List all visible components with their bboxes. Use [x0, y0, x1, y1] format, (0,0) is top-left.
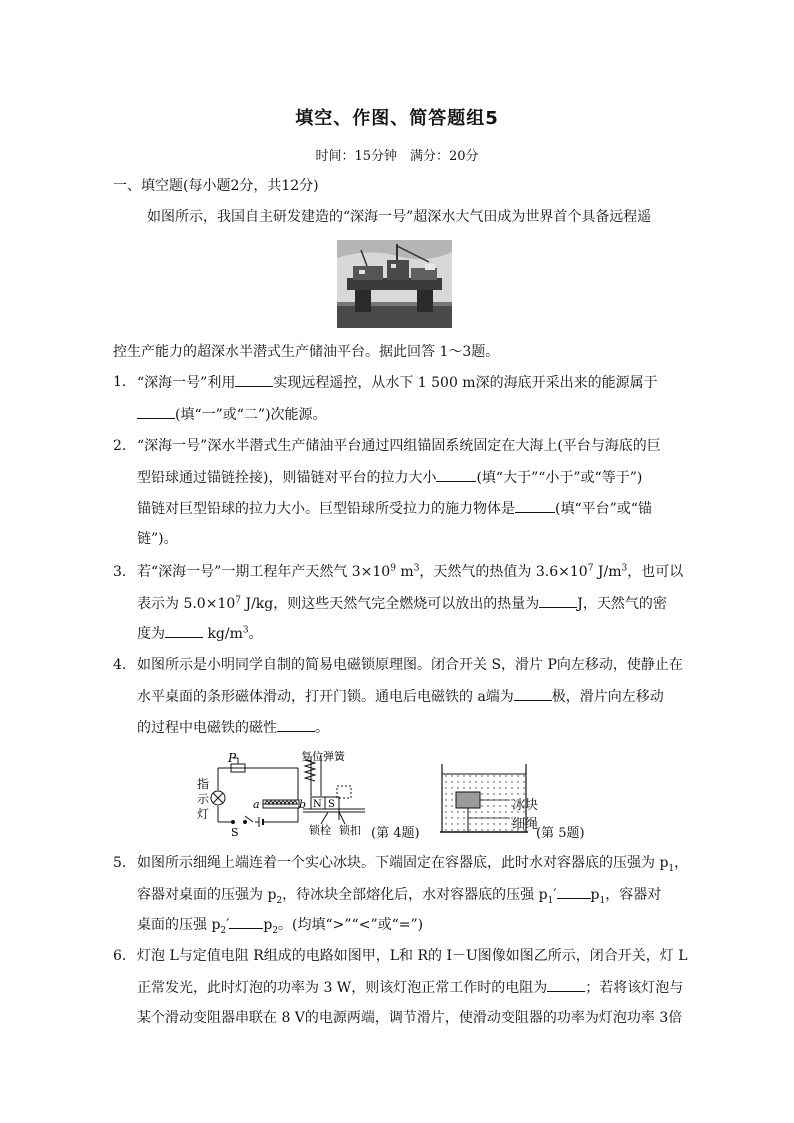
- q5-prime-2: ′: [226, 917, 230, 933]
- q3-exp-3: 7: [235, 595, 241, 606]
- q6-text-b: ；若将该灯泡与: [585, 980, 684, 996]
- q5-sub-2: 2: [276, 895, 283, 906]
- q2-blank-1[interactable]: [436, 467, 476, 482]
- spring-label: 复位弹簧: [301, 750, 345, 763]
- page-title: 填空、作图、简答题组5: [295, 108, 499, 129]
- q5-sub-1: 1: [668, 863, 675, 874]
- q5-sub-4: 1: [599, 895, 606, 906]
- q5-text-a: 如图所示细绳上端连着一个实心冰块。下端固定在容器底，此时水对容器底的压强为 p: [137, 855, 669, 871]
- question-5-line-3: [137, 914, 423, 935]
- intro-text-continued: 控生产能力的超深水半潜式生产储油平台。据此回答 1～3题。: [113, 344, 500, 360]
- q5-blank-2[interactable]: [229, 914, 263, 929]
- question-3-line-2: [137, 593, 667, 614]
- question-3-line-3: [137, 623, 263, 644]
- question-6-line-3: 某个滑动变阻器串联在 8 V的电源两端，调节滑片，使滑动变阻器的功率为灯泡功率 3倍: [137, 1010, 683, 1026]
- q3-text-c: ，也可以: [627, 564, 684, 580]
- question-2-line-2: [137, 467, 642, 488]
- section-heading: 一、填空题(每小题2分，共12分): [113, 178, 319, 194]
- coil-end-a-label: a: [253, 798, 260, 811]
- q4-text-c: 的过程中电磁铁的磁性: [137, 720, 277, 736]
- magnet-s-label: S: [328, 799, 335, 810]
- q6-text-a: 正常发光，此时灯泡的功率为 3 W，则该灯泡正常工作时的电阻为: [137, 980, 548, 996]
- q5-blank-1[interactable]: [557, 884, 591, 899]
- q5-sub-5: 2: [220, 925, 227, 936]
- q1-text-a: “深海一号”利用: [137, 375, 236, 391]
- q3-exp-2: 7: [587, 563, 594, 574]
- q3-text-b: ，天然气的热值为 3.6×10: [419, 564, 588, 580]
- time-score-info: 时间：15分钟 满分：20分: [315, 149, 479, 164]
- q2-text-b: (填“大于”“小于”或“等于”): [476, 470, 643, 486]
- question-2-line-1: “深海一号”深水半潜式生产储油平台通过四组锚固系统固定在大海上(平台与海底的巨: [137, 438, 661, 454]
- question-1-line-1: [137, 372, 658, 393]
- platform-illustration: [337, 240, 452, 328]
- q5-text-g: 桌面的压强 p: [137, 917, 221, 933]
- q3-text-g: 度为: [137, 626, 165, 642]
- question-3-line-1: [137, 562, 683, 582]
- magnet-n-label: N: [313, 799, 322, 810]
- q6-blank-1[interactable]: [547, 977, 585, 992]
- q5-text-h: p: [263, 917, 273, 933]
- q5-text-e: p: [590, 887, 600, 903]
- q4-blank-2[interactable]: [277, 717, 315, 732]
- question-6-line-1: 灯泡 L与定值电阻 R组成的电路如图甲，L和 R的 I－U图像如图乙所示，闭合开关，灯 L: [137, 948, 688, 964]
- q3-text-h: 。: [248, 626, 263, 642]
- rope-label: 细绳: [512, 817, 539, 832]
- q3-unit-2: J/m: [593, 564, 622, 580]
- question-2-line-4: 链”)。: [137, 531, 178, 547]
- q3-cube-3: 3: [242, 625, 249, 636]
- q5-text-b: ，: [674, 855, 689, 871]
- q3-cube-2: 3: [621, 563, 628, 574]
- question-2-line-3: [137, 498, 652, 519]
- q3-text-a: 若“深海一号”一期工程年产天然气 3×10: [137, 564, 391, 580]
- q5-text-f: ，容器对: [605, 887, 662, 903]
- q5-sub-6: 2: [272, 925, 279, 936]
- coil-end-b-label: b: [299, 798, 307, 811]
- question-1-number: 1．: [113, 374, 136, 390]
- question-5-number: 5．: [113, 855, 136, 871]
- q2-text-a: 型铅球通过锚链拴接)，则锚链对平台的拉力大小: [137, 470, 437, 486]
- question-5-line-1: [137, 853, 688, 873]
- lamp-label-3: 灯: [197, 807, 210, 821]
- lamp-label-2: 示: [197, 792, 210, 806]
- q1-blank-2[interactable]: [137, 404, 175, 419]
- q1-blank-1[interactable]: [235, 372, 273, 387]
- q4-text-d: 。: [315, 720, 329, 736]
- q5-text-i: 。(均填“>”“<”或“=”): [278, 917, 424, 933]
- question-3-number: 3．: [113, 564, 136, 580]
- latch-label: 锁扣: [339, 824, 361, 837]
- q5-prime-1: ′: [553, 887, 557, 903]
- q3-text-e: J/kg，则这些天然气完全燃烧可以放出的热量为: [241, 596, 540, 612]
- q3-blank-1[interactable]: [539, 593, 577, 608]
- question-4-number: 4．: [113, 657, 136, 673]
- q2-blank-2[interactable]: [515, 498, 555, 513]
- intro-text: 如图所示，我国自主研发建造的“深海一号”超深水大气田成为世界首个具备远程遥: [147, 209, 652, 225]
- q5-text-d: ，待冰块全部熔化后，水对容器底的压强 p: [282, 887, 548, 903]
- q3-unit-3: kg/m: [203, 626, 243, 642]
- switch-label: S: [231, 826, 239, 839]
- figure-5-caption: (第 5题): [536, 826, 585, 841]
- q4-text-a: 水平桌面的条形磁体滑动，打开门锁。通电后电磁铁的 a端为: [137, 689, 514, 705]
- q3-blank-2[interactable]: [165, 623, 203, 638]
- q4-blank-1[interactable]: [514, 686, 552, 701]
- question-2-number: 2．: [113, 438, 136, 454]
- rheostat-slider-label: P: [228, 751, 237, 765]
- q4-text-b: 极，滑片向左移动: [551, 689, 664, 705]
- q2-text-d: (填“平台”或“锚: [555, 501, 652, 517]
- offshore-platform-photo: [337, 240, 452, 328]
- q5-text-c: 容器对桌面的压强为 p: [137, 887, 277, 903]
- question-4-line-1: 如图所示是小明同学自制的简易电磁锁原理图。闭合开关 S，滑片 P向左移动，使静止在: [137, 657, 683, 673]
- question-4-line-3: [137, 717, 329, 738]
- question-4-line-2: [137, 686, 664, 707]
- q3-exp-1: 9: [390, 563, 396, 574]
- question-6-number: 6．: [113, 948, 136, 964]
- q3-cube-1: 3: [413, 563, 420, 574]
- question-1-line-2: [137, 404, 327, 425]
- q3-unit-1: m: [395, 564, 414, 580]
- q3-text-d: 表示为 5.0×10: [137, 596, 236, 612]
- q3-text-f: J，天然气的密: [577, 596, 667, 612]
- q1-text-b: 实现远程遥控，从水下 1 500 m深的海底开采出来的能源属于: [273, 375, 658, 391]
- ice-label: 冰块: [512, 798, 539, 813]
- question-6-line-2: [137, 977, 683, 998]
- q2-text-c: 锚链对巨型铅球的拉力大小。巨型铅球所受拉力的施力物体是: [137, 501, 515, 517]
- bolt-label: 锁栓: [309, 824, 331, 837]
- q1-text-c: (填“一”或“二”)次能源。: [175, 407, 327, 423]
- figure-4-caption: (第 4题): [371, 826, 420, 841]
- q5-sub-3: 1: [547, 895, 554, 906]
- lamp-label-1: 指: [197, 777, 210, 791]
- question-5-line-2: [137, 884, 661, 905]
